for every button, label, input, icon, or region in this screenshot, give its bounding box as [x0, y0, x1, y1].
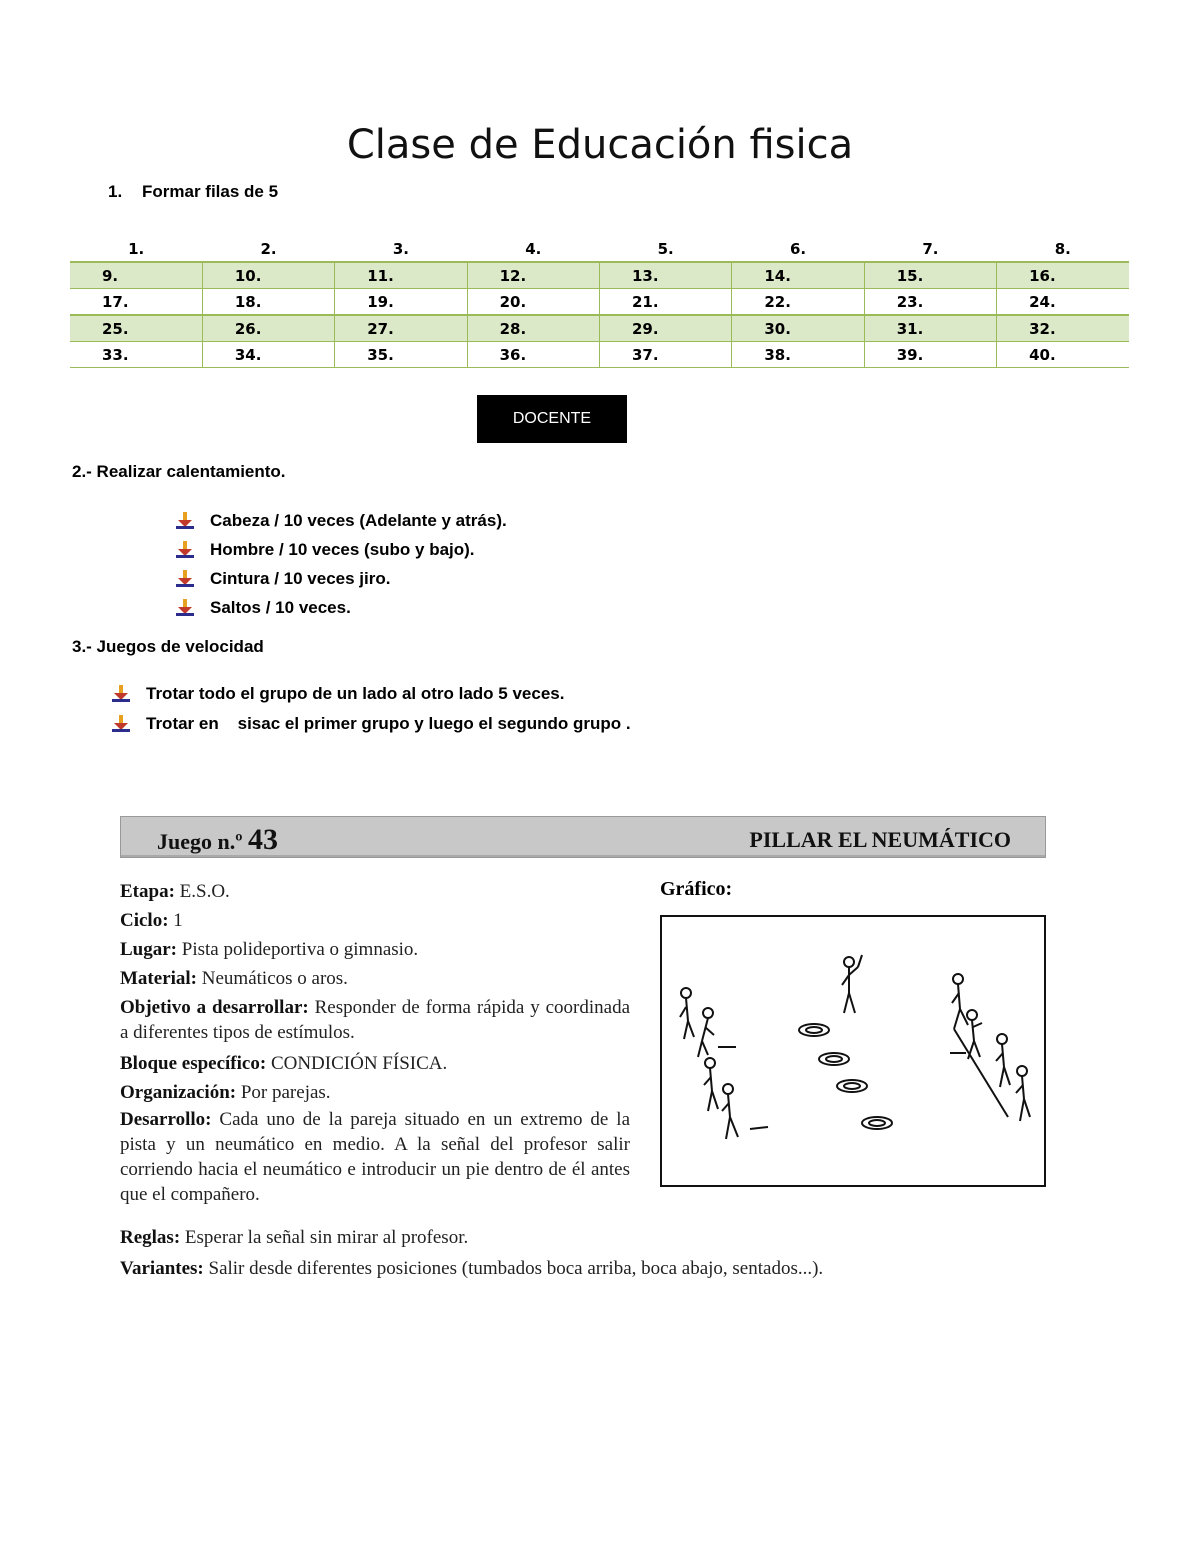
seat-cell: 40. [997, 342, 1129, 368]
seat-cell: 38. [732, 342, 864, 368]
seat-header-cell: 6. [789, 239, 807, 258]
bullet-arrow-icon [110, 684, 132, 704]
seat-cell: 20. [467, 289, 599, 316]
warmup-item-text: Hombre / 10 veces (subo y bajo). [210, 539, 475, 559]
seat-cell: 36. [467, 342, 599, 368]
warmup-item [174, 564, 507, 593]
seat-cell: 10. [202, 262, 334, 289]
seat-header-cell: 1. [128, 239, 145, 258]
seat-cell: 9. [70, 262, 202, 289]
warmup-list [174, 506, 507, 622]
seat-cell: 23. [864, 289, 996, 316]
speed-games-heading: 3.- Juegos de velocidad [72, 637, 264, 656]
seat-cell: 32. [997, 315, 1129, 342]
seat-cell: 26. [202, 315, 334, 342]
seat-cell: 28. [467, 315, 599, 342]
field-objetivo: Objetivo a desarrollar: Responder de forma rápida y coordinada a diferentes tipos de estímulos. [120, 997, 631, 1043]
teacher-figure-icon [842, 955, 862, 1013]
game-fields-bottom [120, 1223, 1020, 1283]
seat-cell: 31. [864, 315, 996, 342]
seat-cell: 39. [864, 342, 996, 368]
game-number [157, 823, 278, 857]
seat-cell: 17. [70, 289, 202, 316]
tire-icon [799, 1024, 829, 1036]
seating-header-row [70, 236, 1129, 262]
warmup-item-text: Cabeza / 10 veces (Adelante y atrás). [210, 510, 507, 530]
seating-row [70, 342, 1129, 368]
field-organizacion: Organización: Por parejas. [120, 1082, 331, 1103]
warmup-item [174, 506, 507, 535]
grafico-label: Gráfico: [660, 878, 733, 900]
seat-cell: 24. [997, 289, 1129, 316]
seat-cell: 18. [202, 289, 334, 316]
bullet-arrow-icon [174, 569, 196, 589]
field-bloque: Bloque específico: CONDICIÓN FÍSICA. [120, 1053, 448, 1074]
players-right-icon [950, 974, 1030, 1121]
bullet-arrow-icon [174, 598, 196, 618]
seat-cell: 25. [70, 315, 202, 342]
bullet-arrow-icon [174, 540, 196, 560]
speed-game-text: Trotar todo el grupo de un lado al otro lado 5 veces. [146, 684, 565, 703]
game-fields-top [120, 877, 630, 1207]
field-variantes: Variantes: Salir desde diferentes posiciones (tumbados boca arriba, boca abajo, sentados...). [120, 1258, 824, 1279]
field-ciclo: Ciclo: 1 [120, 910, 183, 931]
warmup-item-text: Saltos / 10 veces. [210, 597, 351, 617]
game-card-header [120, 816, 1046, 858]
speed-game-item [110, 709, 631, 739]
seat-cell: 11. [335, 262, 467, 289]
seat-header-cell: 4. [525, 239, 542, 258]
field-desarrollo: Desarrollo: Cada uno de la pareja situado en un extremo de la pista y un neumático en medio. A la señal del profesor salir corriendo hacia el neumático e introducir un pie dentro de él antes que el compañero. [120, 1109, 630, 1205]
warmup-heading: 2.- Realizar calentamiento. [72, 462, 286, 481]
field-etapa: Etapa: E.S.O. [120, 881, 230, 902]
seating-row [70, 262, 1129, 289]
seat-cell: 15. [864, 262, 996, 289]
game-diagram-drawing [662, 917, 1044, 1185]
seat-cell: 35. [335, 342, 467, 368]
step-1-text: Formar filas de 5 [142, 182, 279, 201]
field-reglas: Reglas: Esperar la señal sin mirar al profesor. [120, 1227, 469, 1248]
bullet-arrow-icon [174, 511, 196, 531]
game-number-label: Juego n.º [157, 829, 243, 854]
seat-header-cell: 7. [922, 239, 939, 258]
step-1-number: 1. [108, 182, 123, 201]
speed-games-list [110, 679, 631, 739]
seat-cell: 27. [335, 315, 467, 342]
speed-game-item [110, 679, 631, 709]
speed-game-text: Trotar en sisac el primer grupo y luego el segundo grupo . [146, 714, 631, 733]
seat-cell: 30. [732, 315, 864, 342]
seat-cell: 33. [70, 342, 202, 368]
seat-cell: 14. [732, 262, 864, 289]
seat-cell: 13. [600, 262, 732, 289]
seat-cell: 34. [202, 342, 334, 368]
seating-row [70, 289, 1129, 316]
players-left-icon [680, 988, 768, 1139]
seat-header-cell: 8. [1054, 239, 1071, 258]
seating-table [70, 236, 1129, 368]
tire-icon [819, 1053, 849, 1065]
tire-icon [862, 1117, 892, 1129]
seat-cell: 16. [997, 262, 1129, 289]
game-name: PILLAR EL NEUMÁTICO [749, 827, 1011, 852]
seat-cell: 12. [467, 262, 599, 289]
bullet-arrow-icon [110, 714, 132, 734]
seat-cell: 29. [600, 315, 732, 342]
step-1 [108, 182, 278, 202]
field-material: Material: Neumáticos o aros. [120, 968, 348, 989]
seat-cell: 22. [732, 289, 864, 316]
seat-cell: 37. [600, 342, 732, 368]
game-number-value: 43 [248, 823, 278, 856]
tire-icon [837, 1080, 867, 1092]
warmup-item [174, 535, 507, 564]
seat-cell: 21. [600, 289, 732, 316]
page-title: Clase de Educación fisica [346, 122, 854, 168]
field-lugar: Lugar: Pista polideportiva o gimnasio. [120, 939, 419, 960]
docente-box: DOCENTE [477, 395, 627, 443]
seating-row [70, 315, 1129, 342]
warmup-item [174, 593, 507, 622]
game-diagram [660, 915, 1046, 1187]
seat-cell: 19. [335, 289, 467, 316]
warmup-item-text: Cintura / 10 veces jiro. [210, 568, 391, 588]
seat-header-cell: 2. [260, 239, 277, 258]
seat-header-cell: 5. [657, 239, 674, 258]
seat-header-cell: 3. [392, 239, 409, 258]
